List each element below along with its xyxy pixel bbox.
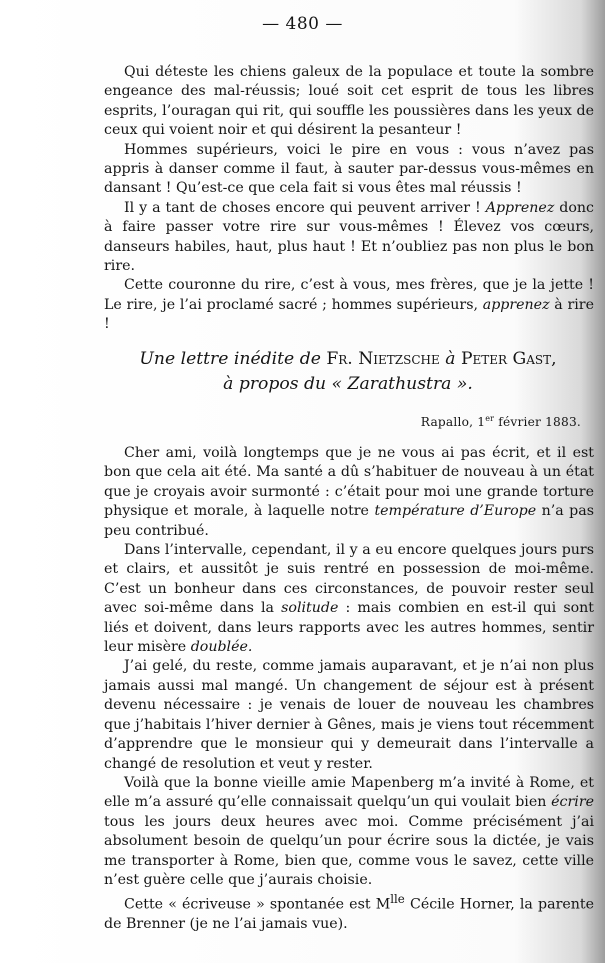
date-place: Rapallo, 1: [420, 415, 486, 430]
letter-body: [104, 444, 594, 935]
title-text: Une lettre inédite de: [139, 349, 327, 369]
text-run: Dans l’intervalle, cependant, il y a eu encore quelques jours purs et clairs, et aussitôt je suis rentré en possession de moi-même. C’est un bonheur dans ces circonstances, de pouvoir rester seul avec soi-même dans la: [104, 542, 594, 617]
text-run: : mais combien en est-il qui sont liés et doivent, dans leurs rapports avec les autres hommes, sentir leur misère: [104, 600, 594, 656]
paragraph: J’ai gelé, du reste, comme jamais auparavant, et je n’ai non plus jamais aussi mal mangé. Un changement de séjour est à présent devenu nécessaire : je venais de louer de nouveau les chambres que j’habitais l’hiver dernier à Gênes, mais je viens tout récemment d’apprendre que le monsieur qui y demeurait dans l’intervalle a changé de resolution et veut y rester.: [104, 658, 594, 772]
text-run: à rire !: [104, 296, 594, 333]
paragraph: [104, 541, 594, 657]
text-run: donc à faire passer votre rire sur vous-mêmes ! Élevez vos cœurs, danseurs habiles, haut, plus haut ! Et n’oubliez pas non plus le bon rire.: [104, 199, 594, 275]
title-text: à: [439, 349, 461, 369]
emphasis: écrire: [551, 794, 594, 811]
title-line-2: à propos du « Zarathustra ».: [223, 374, 473, 394]
paragraph: [104, 276, 594, 334]
text-run: tous les jours deux heures avec moi. Comme précisément j’ai absolument besoin de quelqu’un pour écrire sous la dictée, je vais me transporter à Rome, bien que, comme vous le savez, cette ville n’est guère celle que j’aurais choisie.: [104, 813, 594, 888]
paragraph: Hommes supérieurs, voici le pire en vous : vous n’avez pas appris à danser comme il faut, à sauter par-dessus vous-mêmes en dansant ! Qu’est-ce que cela fait si vous êtes mal réussis !: [104, 141, 594, 197]
text-run: n’a pas peu contribué.: [104, 503, 594, 539]
paragraph: [104, 890, 594, 935]
title-line-1: [100, 347, 596, 372]
emphasis: apprenez: [482, 296, 550, 313]
text-run: Il y a tant de choses encore qui peuvent arriver !: [124, 199, 486, 216]
text-run: Voilà que la bonne vieille amie Mapenberg m’a invité à Rome, et elle m’a assuré qu’elle connaissait quelqu’un qui voulait bien: [104, 774, 594, 811]
recipient-name: Peter Gast,: [460, 349, 557, 369]
date-rest: février 1883.: [494, 415, 581, 430]
zarathustra-excerpt: [104, 63, 594, 335]
emphasis: température d’Europe: [374, 503, 537, 520]
emphasis: Apprenez: [485, 199, 555, 216]
date-ordinal: er: [485, 414, 495, 423]
paragraph: [104, 199, 594, 277]
superscript: lle: [390, 892, 405, 907]
paragraph: [104, 774, 594, 890]
text-run: Cécile Horner, la parente de Brenner (je ne l’ai jamais vue).: [104, 897, 594, 933]
text-run: Cette couronne du rire, c’est à vous, mes frères, que je la jette ! Le rire, je l’ai proclamé sacré ; hommes supérieurs,: [104, 277, 594, 313]
paragraph: Qui déteste les chiens galeux de la populace et toute la sombre engeance des mal-réussis; loué soit cet esprit de tous les libres esprits, l’ouragan qui rit, qui souffle les poussières dans les yeux de ceux qui voient noir et qui désirent la pesanteur !: [104, 64, 594, 139]
text-run: Cher ami, voilà longtemps que je ne vous ai pas écrit, et il est bon que cela ait été. Ma santé a dû s’habituer de nouveau à un état que je croyais avoir surmonté : c’était pour moi une grande torture physique et morale, à laquelle notre: [104, 445, 594, 520]
page-number: — 480 —: [262, 14, 343, 34]
text-run: Cette « écriveuse » spontanée est M: [124, 897, 391, 914]
emphasis: solitude: [281, 600, 339, 617]
letter-title: [100, 347, 596, 397]
author-name: Fr. Nietzsche: [326, 349, 440, 369]
dateline: [421, 414, 581, 429]
emphasis: doublée.: [190, 639, 253, 656]
paragraph: [104, 444, 594, 541]
